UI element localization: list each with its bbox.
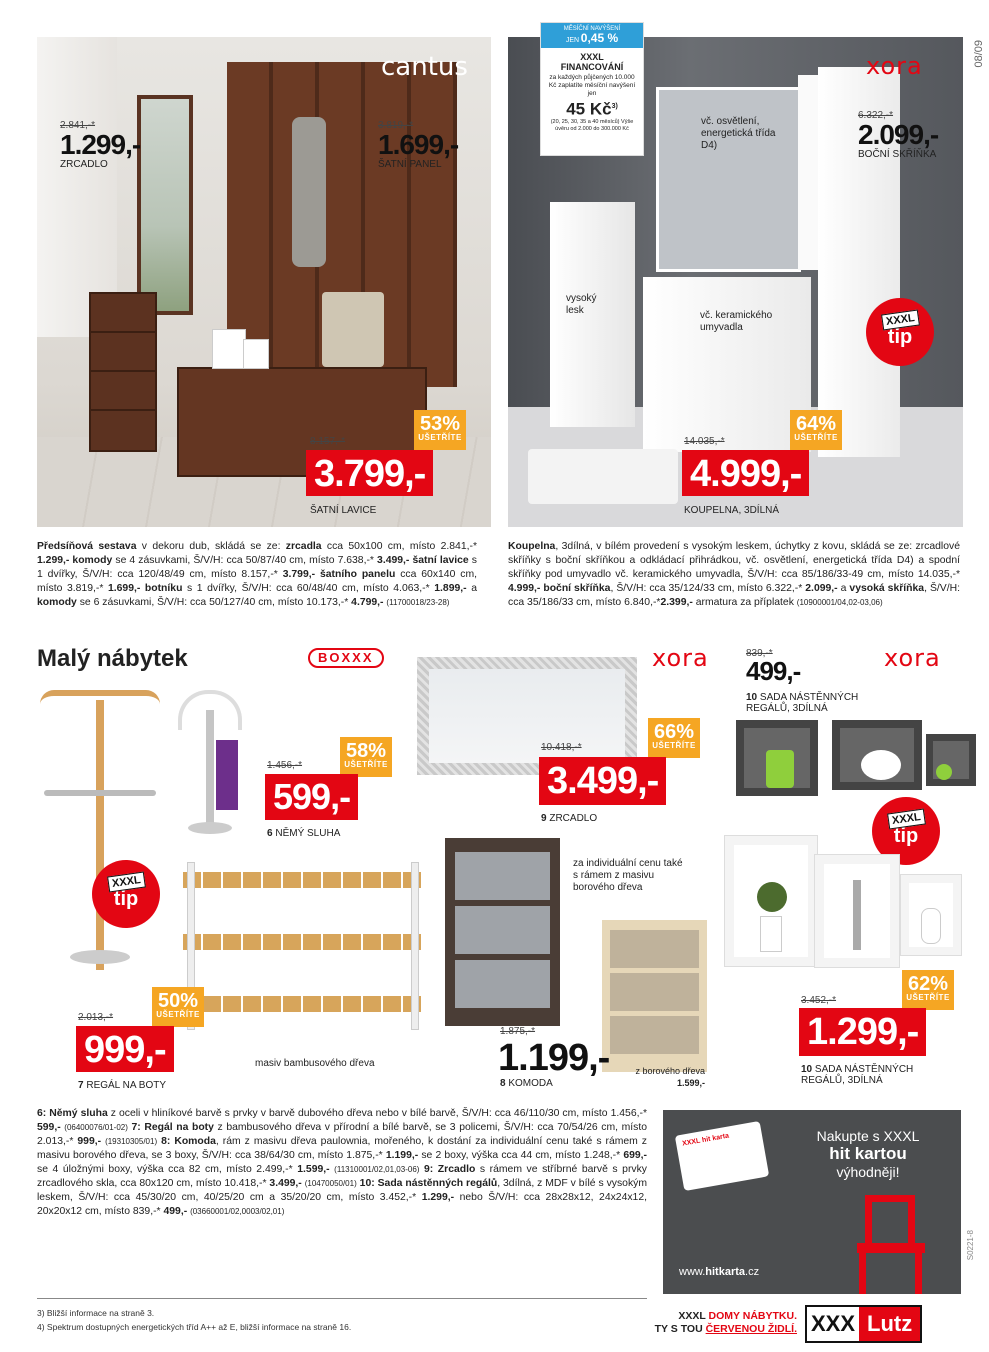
- dresser-price: 1.199,-: [498, 1037, 610, 1079]
- shelves1-label: 10 SADA NÁSTĚNNÝCH REGÁLŮ, 3DÍLNÁ: [746, 692, 859, 714]
- bath-set-old: 14.035,-*: [684, 436, 725, 447]
- bath-side-price: 6.322,-* 2.099,- BOČNÍ SKŘÍŇKA: [858, 110, 939, 160]
- shelves1-price: 839,-* 499,-: [746, 648, 801, 686]
- cantus-logo: cantus: [381, 52, 468, 82]
- mirror2-save-badge: 66% UŠETŘÍTE: [648, 718, 700, 758]
- hitkarta-ad[interactable]: [663, 1110, 961, 1294]
- footnote-2: 4) Spektrum dostupných energetických tříd A++ až E, bližší informace na straně 16.: [37, 1322, 352, 1332]
- mirror2-old: 10.418,-*: [541, 742, 582, 753]
- hitkarta-url[interactable]: www.hitkarta.cz: [679, 1266, 760, 1278]
- hall-panel-price: 3.819,-* 1.699,- ŠATNÍ PANEL: [378, 120, 459, 170]
- footnote-1: 3) Bližší informace na straně 3.: [37, 1308, 155, 1318]
- shelves2-old: 3.452,-*: [801, 995, 837, 1006]
- dresser-light-product: [602, 920, 707, 1072]
- valet-price: 599,-: [265, 774, 358, 820]
- mirror2-label: 9 ZRCADLO: [541, 813, 598, 824]
- valet-save-badge: 58% UŠETŘÍTE: [340, 737, 392, 777]
- section-title: Malý nábytek: [37, 645, 188, 672]
- basin-note: vč. keramického umyvadla: [700, 310, 773, 333]
- dresser-alt: z borového dřeva 1.599,-: [635, 1066, 705, 1088]
- mirror-product: [137, 95, 193, 315]
- dresser-note: za individuální cenu také s rámem z masivu borového dřeva: [573, 858, 683, 893]
- shoe-price: 999,-: [76, 1026, 174, 1072]
- red-chair-icon: [843, 1195, 933, 1294]
- bath-description: Koupelna, 3dílná, v bílém provedení s vysokým leskem, úchytky z kovu, skládá se ze: zrcadlové skříňky s boční skříňkou a odkládací přihrádkou, vč. osvětlení, energetická třída D4) a spodní skříňky pod umyvadlo vč. keramického umyvadla, Š/V/H: cca 85/186/33-49 cm, místo 14.035,-* 4.999,- boční skříňka, Š/V/H: cca 35/124/33 cm, místo 6.322,-* 2.099,- a vysoká skříňka, Š/V/H: cca 35/186/33 cm, místo 6.840,-*2.399,- armatura za příplatek (10900001/04,02-03,06): [508, 541, 960, 608]
- hall-description: Předsíňová sestava v dekoru dub, skládá se ze: zrcadla cca 50x100 cm, místo 2.841,-* 1.299,- komody se 4 zásuvkami, Š/V/H: cca 50/87/40 cm, místo 7.638,-* 3.499,- šatní lavice s 1 dvířky, Š/V/H: cca 120/48/49 cm, místo 8.157,-* 3.799,- šatního panelu cca 60x140 cm, místo 3.819,-* 1.699,- botníku s 1 dvířky, Š/V/H: cca 60/48/40 cm, místo 4.063,-* 1.899,- a komody se 6 zásuvkami, Š/V/H: cca 50/127/40 cm, místo 10.173,-* 4.799,- (11700018/23-28): [37, 541, 478, 608]
- footnote-divider: [37, 1298, 647, 1299]
- xora-logo-shelves: xora: [884, 644, 941, 672]
- valet-label: 6 NĚMÝ SLUHA: [267, 828, 341, 839]
- small-furniture-description: 6: Němý sluha z oceli v hliníkové barvě s prvky v barvě dubového dřeva nebo v bílé barvě, Š/V/H: cca 46/110/30 cm, místo 1.456,-* 599,- (06400076/01-02) 7: Regál na boty z bambusového dřeva v přírodní a bílé barvě, se 3 policemi, Š/V/H: cca 70/54/26 cm, místo 2.013,-* 999,- (19310305/01) 8: Komoda, rám z masivu dřeva paulownia, mořeného, k dostání za individuální cenu také s rámem z masivu borového dřeva, se 3 boxy, Š/V/H: cca 38/64/30 cm, místo 1.875,-* 1.199,- se 2 boxy, výška cca 44 cm, místo 1.248,-* 699,- se 4 úložnými boxy, výška cca 82 cm, místo 2.499,-* 1.599,- (11310001/02,01,03-06) 9: Zrcadlo s rámem ve stříbrné barvě s prvky zrcadlového skla, cca 80x120 cm, místo 10.418,-* 3.499,- (10470050/01) 10: Sada nástěnných regálů, 3dílná, z MDF v bílé s vysokým leskem, Š/V/H: cca 45/30/20 cm, 40/25/20 cm a 35/20/20 cm, místo 3.452,-* 1.299,- nebo Š/V/H: cca 28x28x12, 24x24x12, 20x20x12 cm, místo 839,-* 499,- (03660001/02,0003/02,01): [37, 1108, 648, 1217]
- xxxl-tip-badge-valet: XXXL tip: [92, 860, 160, 928]
- shoe-rack-product: [183, 862, 423, 1032]
- dresser-label: 8 KOMODA: [500, 1078, 553, 1089]
- code: S0221-8: [966, 1230, 975, 1261]
- xora-logo-mirror: xora: [652, 644, 709, 672]
- hitkarta-card: XXXL hit karta: [675, 1121, 769, 1191]
- bath-save-badge: 64% UŠETŘÍTE: [790, 410, 842, 450]
- valet-wood-product: [40, 690, 160, 990]
- xxxl-tip-badge-shelves: XXXL tip: [872, 797, 940, 865]
- light-note: vč. osvětlení, energetická třída D4): [701, 116, 776, 151]
- shelves2-save-badge: 62% UŠETŘÍTE: [902, 970, 954, 1010]
- shelves2-product: [725, 830, 965, 980]
- hall-bench-price: 3.799,-: [306, 450, 433, 496]
- dresser-old: 1.875,-*: [500, 1026, 536, 1037]
- xxxl-tip-badge-bath: XXXL tip: [866, 298, 934, 366]
- shoe-save-badge: 50% UŠETŘÍTE: [152, 987, 204, 1027]
- footer-tagline: XXXL DOMY NÁBYTKU. TY S TOU ČERVENOU ŽIDLÍ.: [654, 1310, 797, 1335]
- bath-set-price: 4.999,-: [682, 450, 809, 496]
- hall-bench-label: ŠATNÍ LAVICE: [310, 505, 377, 516]
- gloss-note: vysoký lesk: [566, 293, 597, 316]
- shoe-note: masiv bambusového dřeva: [255, 1058, 375, 1069]
- dresser-product: [89, 292, 157, 452]
- hall-bench-old: 8.157,-*: [310, 436, 346, 447]
- hall-save-badge: 53% UŠETŘÍTE: [414, 410, 466, 450]
- shelves2-label: 10 SADA NÁSTĚNNÝCH REGÁLŮ, 3DÍLNÁ: [801, 1064, 914, 1086]
- bath-set-label: KOUPELNA, 3DÍLNÁ: [684, 505, 780, 516]
- page-number: 08/09: [973, 40, 985, 68]
- mirror2-price: 3.499,-: [539, 757, 666, 805]
- boxxx-logo: BOXXX: [308, 648, 384, 668]
- finance-tag: MĚSÍČNÍ NAVÝŠENÍ JEN 0,45 % XXXL FINANCOVÁNÍ za každých půjčených 10.000 Kč zaplatíte měsíční navýšení jen 45 $Kč^{3)}$ (20, 25, 30, 35 a 40 měsíců) Výše úvěru od 2.000 do 300.000 Kč: [540, 22, 644, 156]
- valet-metal-product: [170, 690, 250, 840]
- dresser-dark-product: [445, 838, 560, 1026]
- xxxlutz-logo[interactable]: XXX Lutz: [805, 1305, 922, 1343]
- shelves1-product: [736, 720, 976, 800]
- hitkarta-line2: hit kartou: [829, 1144, 907, 1163]
- hitkarta-line1: Nakupte s XXXL: [816, 1128, 920, 1144]
- xora-logo-bath: xora: [866, 52, 923, 80]
- hitkarta-line3: výhodněji!: [836, 1164, 900, 1180]
- valet-old: 1.456,-*: [267, 760, 303, 771]
- hall-mirror-price: 2.841,-* 1.299,- ZRCADLO: [60, 120, 141, 170]
- shoe-old: 2.013,-*: [78, 1012, 114, 1023]
- shoe-label: 7 REGÁL NA BOTY: [78, 1080, 166, 1091]
- basin-product: [643, 277, 811, 452]
- shelves2-price: 1.299,-: [799, 1008, 926, 1056]
